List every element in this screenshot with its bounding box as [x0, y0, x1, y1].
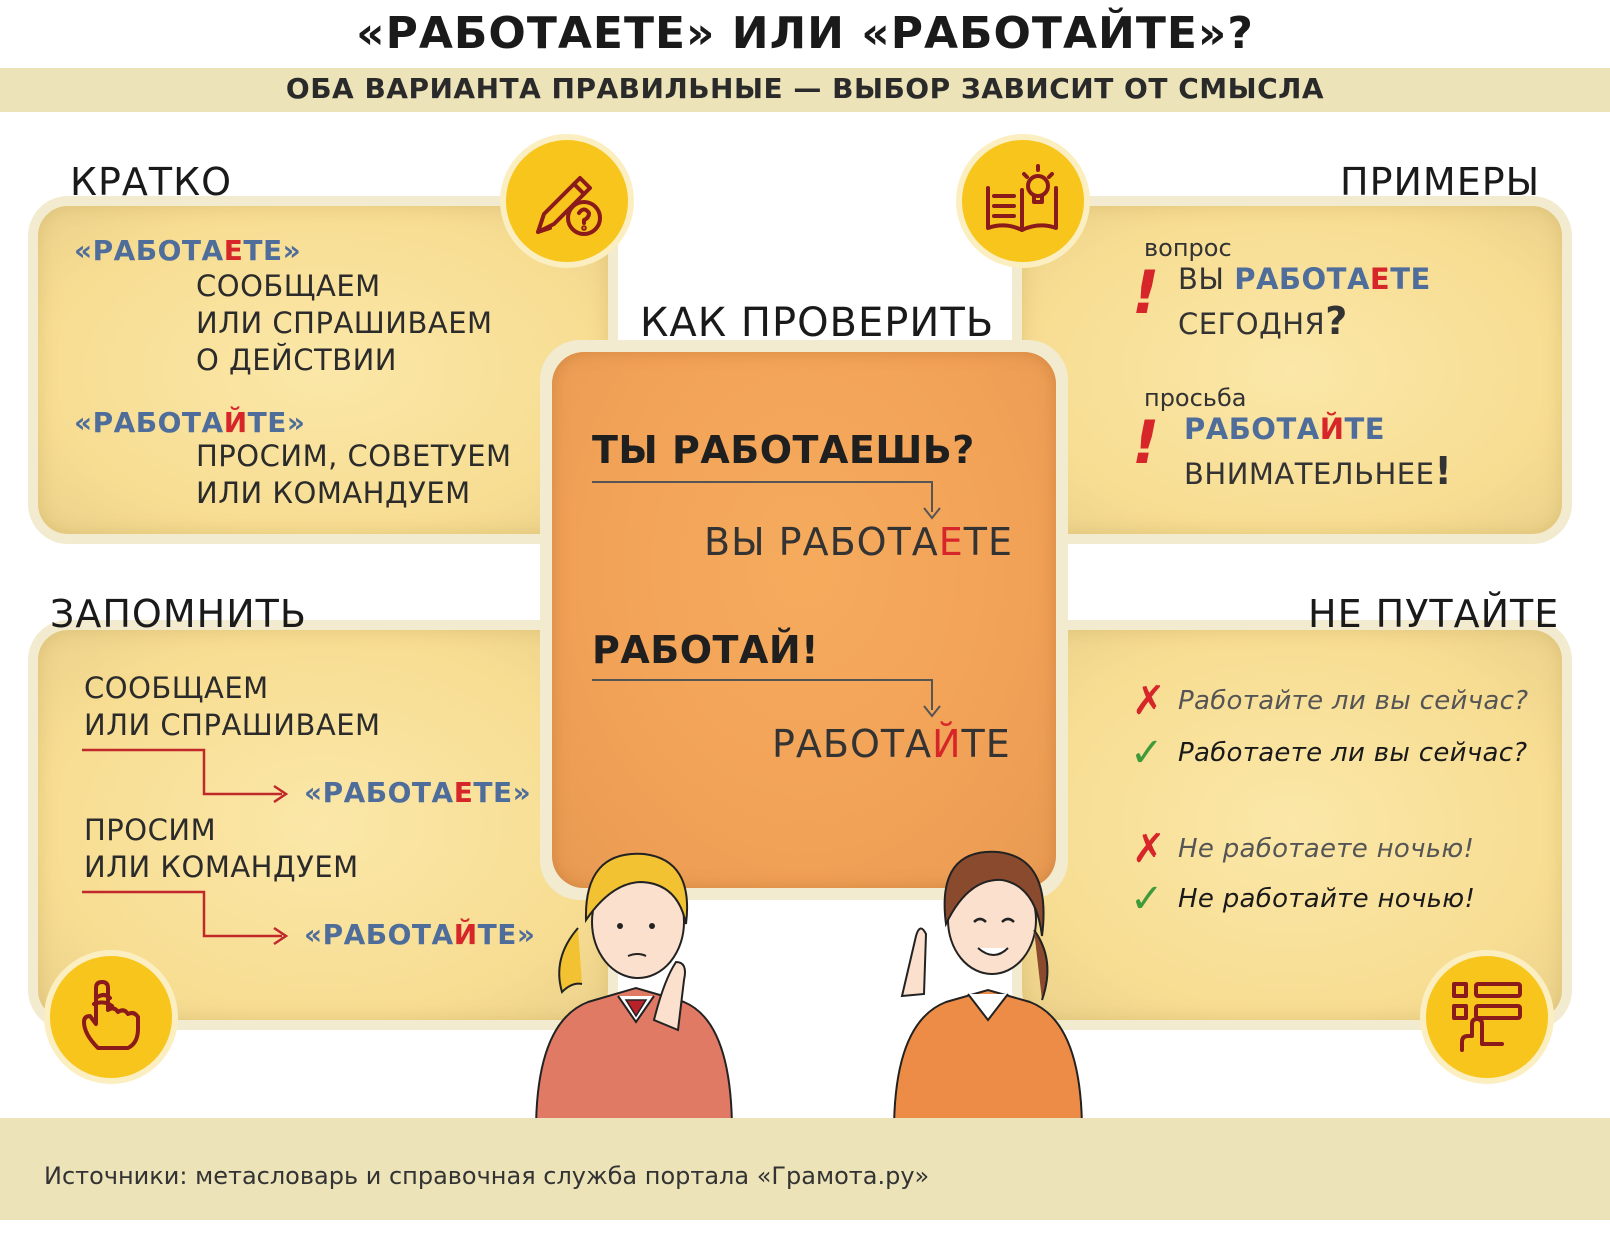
kratko-line: ИЛИ КОМАНДУЕМ — [196, 476, 471, 510]
checklist-hand-icon — [1420, 950, 1554, 1084]
kratko-line: СООБЩАЕМ — [196, 269, 381, 303]
wrong-example-1: Работайте ли вы сейчас? — [1178, 686, 1529, 716]
zapomnit-line: ПРОСИМ — [84, 813, 217, 847]
check-heading: КАК ПРОВЕРИТЬ — [640, 300, 995, 346]
wrong-mark-icon: ✗ — [1132, 678, 1166, 724]
smiling-woman-illustration — [888, 850, 1088, 1132]
right-mark-icon: ✓ — [1130, 730, 1164, 776]
page-subtitle: ОБА ВАРИАНТА ПРАВИЛЬНЫЕ — ВЫБОР ЗАВИСИТ ОТ СМЫСЛА — [285, 72, 1325, 105]
check-answer-1: ВЫ РАБОТАЕТЕ — [704, 520, 1014, 564]
thinking-girl-illustration — [528, 850, 738, 1132]
kratko-lines-1 — [196, 268, 493, 379]
zapomnit-group-1 — [84, 670, 381, 744]
kratko-heading: КРАТКО — [70, 160, 232, 204]
check-answer-2: РАБОТАЙТЕ — [772, 722, 1011, 766]
example-label-question: вопрос — [1144, 234, 1232, 262]
kratko-word-rabotaite: «РАБОТАЙТЕ» — [74, 406, 306, 439]
exclamation-mark-1: ! — [1132, 258, 1160, 328]
arrow-connector-3 — [82, 744, 302, 804]
wrong-example-2: Не работаете ночью! — [1178, 834, 1475, 864]
arrow-connector-4 — [82, 886, 302, 946]
right-example-2: Не работайте ночью! — [1178, 884, 1476, 914]
finger-string-icon — [44, 950, 178, 1084]
example-question-text: ВЫ РАБОТАЕТЕ СЕГОДНЯ? — [1178, 262, 1431, 343]
wrong-mark-icon: ✗ — [1132, 826, 1166, 872]
kratko-line: ИЛИ СПРАШИВАЕМ — [196, 306, 493, 340]
arrow-connector-2 — [592, 676, 952, 718]
zapomnit-line: СООБЩАЕМ — [84, 671, 269, 705]
zapomnit-line: ИЛИ КОМАНДУЕМ — [84, 850, 359, 884]
kratko-word-rabotaete: «РАБОТАЕТЕ» — [74, 234, 302, 267]
pencil-question-icon — [500, 134, 634, 268]
page-title: «РАБОТАЕТЕ» ИЛИ «РАБОТАЙТЕ»? — [356, 8, 1254, 59]
neputaite-heading: НЕ ПУТАЙТЕ — [1308, 592, 1560, 636]
example-request-text: РАБОТАЙТЕ ВНИМАТЕЛЬНЕЕ! — [1184, 412, 1453, 493]
check-question-2: РАБОТАЙ! — [592, 628, 819, 672]
right-example-1: Работаете ли вы сейчас? — [1178, 738, 1528, 768]
kratko-line: О ДЕЙСТВИИ — [196, 343, 397, 377]
kratko-line: ПРОСИМ, СОВЕТУЕМ — [196, 439, 512, 473]
zapomnit-word-rabotaete: «РАБОТАЕТЕ» — [304, 776, 532, 809]
zapomnit-word-rabotaite: «РАБОТАЙТЕ» — [304, 918, 536, 951]
check-question-1: ТЫ РАБОТАЕШЬ? — [592, 428, 975, 472]
zapomnit-heading: ЗАПОМНИТЬ — [50, 592, 307, 636]
primery-heading: ПРИМЕРЫ — [1340, 160, 1541, 204]
zapomnit-line: ИЛИ СПРАШИВАЕМ — [84, 708, 381, 742]
exclamation-mark-2: ! — [1132, 408, 1160, 478]
zapomnit-group-2 — [84, 812, 359, 886]
example-label-request: просьба — [1144, 384, 1247, 412]
arrow-connector-1 — [592, 478, 952, 520]
sources-note: Источники: метасловарь и справочная служба портала «Грамота.ру» — [44, 1162, 930, 1190]
right-mark-icon: ✓ — [1130, 876, 1164, 922]
book-lightbulb-icon — [956, 134, 1090, 268]
kratko-lines-2 — [196, 438, 512, 512]
